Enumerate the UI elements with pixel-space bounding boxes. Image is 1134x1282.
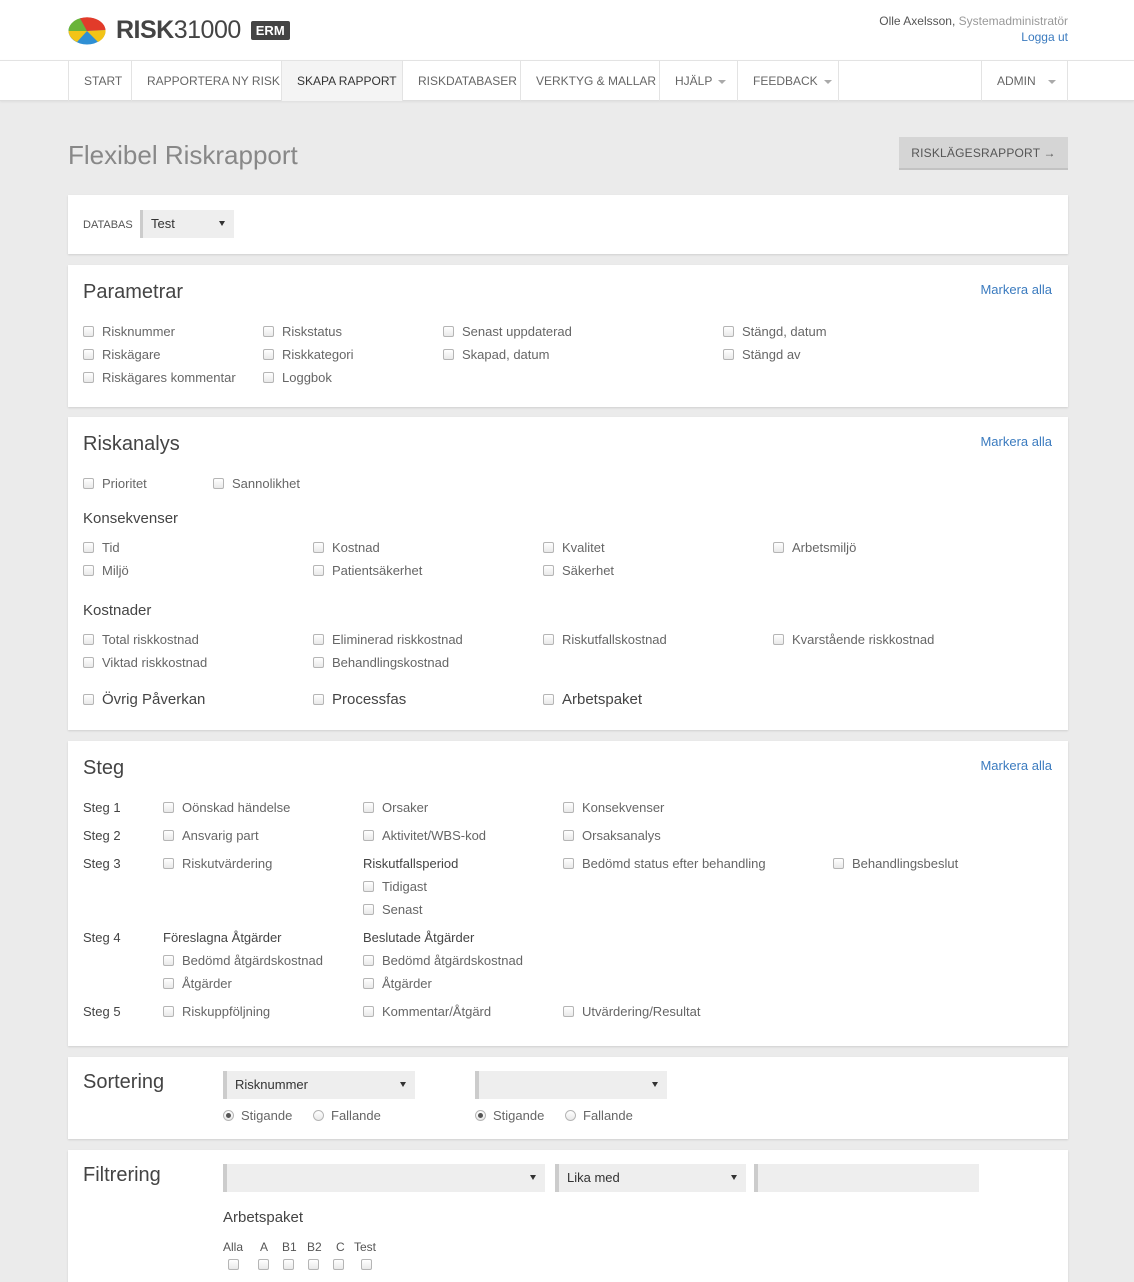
checkbox-icon bbox=[308, 1259, 319, 1270]
checkbox-icon bbox=[443, 326, 454, 337]
checkbox-icon bbox=[163, 802, 174, 813]
nav-help-label: HJÄLP bbox=[675, 74, 713, 88]
checkbox-kommentar-atgard[interactable]: Kommentar/Åtgärd bbox=[363, 1004, 491, 1019]
checkbox-icon bbox=[363, 904, 374, 915]
chevron-down-icon bbox=[824, 80, 832, 84]
checkbox-utvardering-resultat[interactable]: Utvärdering/Resultat bbox=[563, 1004, 701, 1019]
checkbox-riskutfallskostnad[interactable]: Riskutfallskostnad bbox=[543, 632, 667, 647]
checkbox-orsaker[interactable]: Orsaker bbox=[363, 800, 428, 815]
checkbox-riskkategori[interactable]: Riskkategori bbox=[263, 347, 354, 362]
risk-analysis-title: Riskanalys bbox=[83, 433, 180, 455]
risk-status-report-button[interactable]: RISKLÄGESRAPPORT → bbox=[899, 137, 1068, 170]
nav-riskdatabases[interactable]: RISKDATABASER bbox=[403, 61, 521, 101]
radio-icon bbox=[475, 1110, 486, 1121]
checkbox-icon bbox=[263, 349, 274, 360]
checkbox-arbetspaket-alla[interactable] bbox=[228, 1259, 247, 1270]
checkbox-icon bbox=[83, 634, 94, 645]
checkbox-icon bbox=[543, 694, 554, 705]
arbetspaket-label-test: Test bbox=[354, 1240, 377, 1254]
database-select-value: Test bbox=[151, 216, 175, 231]
checkbox-icon bbox=[263, 326, 274, 337]
sorting-panel bbox=[68, 1057, 1068, 1139]
checkbox-icon bbox=[773, 542, 784, 553]
filter-title: Filtrering bbox=[83, 1164, 161, 1186]
checkbox-tid[interactable]: Tid bbox=[83, 540, 120, 555]
checkbox-riskagare[interactable]: Riskägare bbox=[83, 347, 161, 362]
checkbox-arbetspaket-b1[interactable] bbox=[283, 1259, 302, 1270]
checkbox-icon bbox=[163, 1006, 174, 1017]
edition-badge: ERM bbox=[251, 21, 290, 40]
checkbox-arbetspaket-test[interactable] bbox=[361, 1259, 380, 1270]
sort-secondary-descending[interactable]: Fallande bbox=[565, 1108, 633, 1123]
checkbox-ovrig-paverkan[interactable]: Övrig Påverkan bbox=[83, 691, 205, 708]
checkbox-icon bbox=[83, 478, 94, 489]
checkbox-bedomd-status[interactable]: Bedömd status efter behandling bbox=[563, 856, 766, 871]
arbetspaket-label-alla: Alla bbox=[223, 1240, 244, 1254]
brand-name: RISK31000 bbox=[116, 16, 241, 44]
step-1-label: Steg 1 bbox=[83, 800, 121, 815]
parameters-title: Parametrar bbox=[83, 281, 184, 303]
step-4-label: Steg 4 bbox=[83, 930, 121, 945]
checkbox-foreslagna-atgarder[interactable]: Åtgärder bbox=[163, 976, 232, 991]
arbetspaket-label-b2: B2 bbox=[307, 1240, 322, 1254]
sort-secondary-ascending[interactable]: Stigande bbox=[475, 1108, 544, 1123]
caret-down-icon bbox=[219, 221, 225, 226]
checkbox-icon bbox=[363, 830, 374, 841]
checkbox-icon bbox=[333, 1259, 344, 1270]
logo-icon bbox=[68, 17, 106, 45]
checkbox-miljo[interactable]: Miljö bbox=[83, 563, 129, 578]
checkbox-beslutade-kostnad[interactable]: Bedömd åtgärdskostnad bbox=[363, 953, 523, 968]
checkbox-icon bbox=[83, 657, 94, 668]
checkbox-sakerhet[interactable]: Säkerhet bbox=[543, 563, 614, 578]
nav-create-report[interactable]: SKAPA RAPPORT bbox=[282, 61, 403, 101]
filter-value-input[interactable] bbox=[754, 1164, 979, 1192]
nav-feedback[interactable] bbox=[738, 61, 839, 101]
checkbox-viktad-riskkostnad[interactable]: Viktad riskkostnad bbox=[83, 655, 207, 670]
select-all-parameters-link[interactable]: Markera alla bbox=[980, 282, 1052, 297]
step-3-label: Steg 3 bbox=[83, 856, 121, 871]
checkbox-oonskad-handelse[interactable]: Oönskad händelse bbox=[163, 800, 290, 815]
checkbox-orsaksanalys[interactable]: Orsaksanalys bbox=[563, 828, 661, 843]
top-header bbox=[0, 0, 1134, 60]
checkbox-arbetsmiljo[interactable]: Arbetsmiljö bbox=[773, 540, 856, 555]
checkbox-tidigast[interactable]: Tidigast bbox=[363, 879, 427, 894]
checkbox-senast-uppdaterad[interactable]: Senast uppdaterad bbox=[443, 324, 572, 339]
checkbox-skapad-datum[interactable]: Skapad, datum bbox=[443, 347, 549, 362]
checkbox-icon bbox=[163, 830, 174, 841]
nav-start[interactable]: START bbox=[69, 61, 132, 101]
sort-primary-descending[interactable]: Fallande bbox=[313, 1108, 381, 1123]
checkbox-icon bbox=[83, 372, 94, 383]
checkbox-icon bbox=[83, 349, 94, 360]
checkbox-icon bbox=[83, 326, 94, 337]
checkbox-icon bbox=[313, 694, 324, 705]
sorting-title: Sortering bbox=[83, 1071, 165, 1093]
foreslagna-atgarder-heading: Föreslagna Åtgärder bbox=[163, 930, 282, 945]
checkbox-arbetspaket-a[interactable] bbox=[258, 1259, 277, 1270]
checkbox-arbetspaket-c[interactable] bbox=[333, 1259, 352, 1270]
checkbox-loggbok[interactable]: Loggbok bbox=[263, 370, 332, 385]
nav-admin-label: ADMIN bbox=[997, 74, 1036, 88]
arbetspaket-label-b1: B1 bbox=[282, 1240, 297, 1254]
nav-tools-templates[interactable]: VERKTYG & MALLAR bbox=[521, 61, 660, 101]
logo[interactable] bbox=[68, 16, 290, 45]
caret-down-icon bbox=[530, 1175, 536, 1180]
user-role: Systemadministratör bbox=[955, 14, 1068, 28]
checkbox-stangd-av[interactable]: Stängd av bbox=[723, 347, 801, 362]
select-all-riskanalys-link[interactable]: Markera alla bbox=[980, 434, 1052, 449]
sort-select-primary[interactable] bbox=[223, 1071, 415, 1099]
arbetspaket-label-a: A bbox=[260, 1240, 269, 1254]
checkbox-kostnad[interactable]: Kostnad bbox=[313, 540, 380, 555]
sort-select-primary-value: Risknummer bbox=[235, 1077, 308, 1092]
checkbox-patientsakerhet[interactable]: Patientsäkerhet bbox=[313, 563, 422, 578]
checkbox-riskuppfoljning[interactable]: Riskuppföljning bbox=[163, 1004, 270, 1019]
checkbox-icon bbox=[313, 657, 324, 668]
sort-primary-ascending[interactable]: Stigande bbox=[223, 1108, 292, 1123]
risk-analysis-panel bbox=[68, 417, 1068, 730]
caret-down-icon bbox=[731, 1175, 737, 1180]
radio-icon bbox=[313, 1110, 324, 1121]
checkbox-icon bbox=[313, 634, 324, 645]
database-label: DATABAS bbox=[83, 219, 133, 231]
checkbox-icon bbox=[363, 802, 374, 813]
riskutfallsperiod-heading: Riskutfallsperiod bbox=[363, 856, 459, 871]
checkbox-risknummer[interactable]: Risknummer bbox=[83, 324, 175, 339]
checkbox-ansvarig-part[interactable]: Ansvarig part bbox=[163, 828, 259, 843]
checkbox-icon bbox=[833, 858, 844, 869]
arbetspaket-heading: Arbetspaket bbox=[223, 1209, 304, 1226]
database-select[interactable] bbox=[140, 210, 234, 238]
database-panel bbox=[68, 195, 1068, 254]
checkbox-icon bbox=[258, 1259, 269, 1270]
checkbox-icon bbox=[443, 349, 454, 360]
checkbox-icon bbox=[363, 978, 374, 989]
checkbox-icon bbox=[163, 858, 174, 869]
sort-select-secondary[interactable] bbox=[475, 1071, 667, 1099]
checkbox-icon bbox=[83, 565, 94, 576]
page-title: Flexibel Riskrapport bbox=[68, 140, 298, 170]
step-2-label: Steg 2 bbox=[83, 828, 121, 843]
checkbox-kvarstaende-riskkostnad[interactable]: Kvarstående riskkostnad bbox=[773, 632, 934, 647]
checkbox-aktivitet-wbs[interactable]: Aktivitet/WBS-kod bbox=[363, 828, 486, 843]
user-name: Olle Axelsson, bbox=[879, 14, 956, 28]
nav-feedback-label: FEEDBACK bbox=[753, 74, 818, 88]
main-nav bbox=[0, 60, 1134, 101]
checkbox-icon bbox=[83, 694, 94, 705]
nav-report-risk[interactable]: RAPPORTERA NY RISK bbox=[132, 61, 282, 101]
checkbox-icon bbox=[228, 1259, 239, 1270]
checkbox-eliminerad-riskkostnad[interactable]: Eliminerad riskkostnad bbox=[313, 632, 463, 647]
steps-title: Steg bbox=[83, 757, 125, 779]
steps-panel bbox=[68, 741, 1068, 1046]
checkbox-beslutade-atgarder[interactable]: Åtgärder bbox=[363, 976, 432, 991]
checkbox-behandlingsbeslut[interactable]: Behandlingsbeslut bbox=[833, 856, 958, 871]
checkbox-icon bbox=[723, 326, 734, 337]
logout-link[interactable]: Logga ut bbox=[1021, 30, 1068, 44]
chevron-down-icon bbox=[1048, 80, 1056, 84]
kostnader-heading: Kostnader bbox=[83, 602, 152, 619]
checkbox-icon bbox=[163, 955, 174, 966]
checkbox-icon bbox=[543, 565, 554, 576]
step-5-label: Steg 5 bbox=[83, 1004, 121, 1019]
checkbox-total-riskkostnad[interactable]: Total riskkostnad bbox=[83, 632, 199, 647]
checkbox-icon bbox=[83, 542, 94, 553]
checkbox-icon bbox=[361, 1259, 372, 1270]
checkbox-icon bbox=[563, 1006, 574, 1017]
checkbox-icon bbox=[563, 858, 574, 869]
user-box bbox=[879, 13, 1068, 45]
checkbox-icon bbox=[313, 542, 324, 553]
parameters-panel bbox=[68, 265, 1068, 407]
checkbox-icon bbox=[163, 978, 174, 989]
checkbox-prioritet[interactable]: Prioritet bbox=[83, 476, 147, 491]
checkbox-riskutvardering[interactable]: Riskutvärdering bbox=[163, 856, 272, 871]
checkbox-icon bbox=[313, 565, 324, 576]
nav-admin[interactable] bbox=[981, 61, 1068, 101]
checkbox-sannolikhet[interactable]: Sannolikhet bbox=[213, 476, 300, 491]
konsekvenser-heading: Konsekvenser bbox=[83, 510, 179, 527]
filter-panel bbox=[68, 1150, 1068, 1282]
checkbox-icon bbox=[283, 1259, 294, 1270]
checkbox-riskagares-kommentar[interactable]: Riskägares kommentar bbox=[83, 370, 236, 385]
checkbox-foreslagna-kostnad[interactable]: Bedömd åtgärdskostnad bbox=[163, 953, 323, 968]
checkbox-icon bbox=[263, 372, 274, 383]
checkbox-icon bbox=[213, 478, 224, 489]
arbetspaket-label-c: C bbox=[336, 1240, 345, 1254]
radio-icon bbox=[223, 1110, 234, 1121]
checkbox-icon bbox=[363, 881, 374, 892]
checkbox-konsekvenser-steg[interactable]: Konsekvenser bbox=[563, 800, 664, 815]
caret-down-icon bbox=[652, 1082, 658, 1087]
nav-help[interactable] bbox=[660, 61, 738, 101]
filter-operator-value: Lika med bbox=[567, 1170, 620, 1185]
checkbox-arbetspaket-b2[interactable] bbox=[308, 1259, 327, 1270]
checkbox-icon bbox=[543, 542, 554, 553]
checkbox-icon bbox=[543, 634, 554, 645]
checkbox-icon bbox=[563, 802, 574, 813]
checkbox-stangd-datum[interactable]: Stängd, datum bbox=[723, 324, 827, 339]
chevron-down-icon bbox=[718, 80, 726, 84]
checkbox-icon bbox=[363, 1006, 374, 1017]
select-all-steps-link[interactable]: Markera alla bbox=[980, 758, 1052, 773]
beslutade-atgarder-heading: Beslutade Åtgärder bbox=[363, 930, 475, 945]
checkbox-icon bbox=[723, 349, 734, 360]
checkbox-riskstatus[interactable]: Riskstatus bbox=[263, 324, 342, 339]
checkbox-senast[interactable]: Senast bbox=[363, 902, 422, 917]
radio-icon bbox=[565, 1110, 576, 1121]
checkbox-behandlingskostnad[interactable]: Behandlingskostnad bbox=[313, 655, 449, 670]
filter-field-select[interactable] bbox=[223, 1164, 545, 1192]
checkbox-processfas[interactable]: Processfas bbox=[313, 691, 406, 708]
checkbox-kvalitet[interactable]: Kvalitet bbox=[543, 540, 605, 555]
checkbox-arbetspaket[interactable]: Arbetspaket bbox=[543, 691, 642, 708]
checkbox-icon bbox=[363, 955, 374, 966]
filter-operator-select[interactable] bbox=[555, 1164, 746, 1192]
checkbox-icon bbox=[773, 634, 784, 645]
checkbox-icon bbox=[563, 830, 574, 841]
caret-down-icon bbox=[400, 1082, 406, 1087]
